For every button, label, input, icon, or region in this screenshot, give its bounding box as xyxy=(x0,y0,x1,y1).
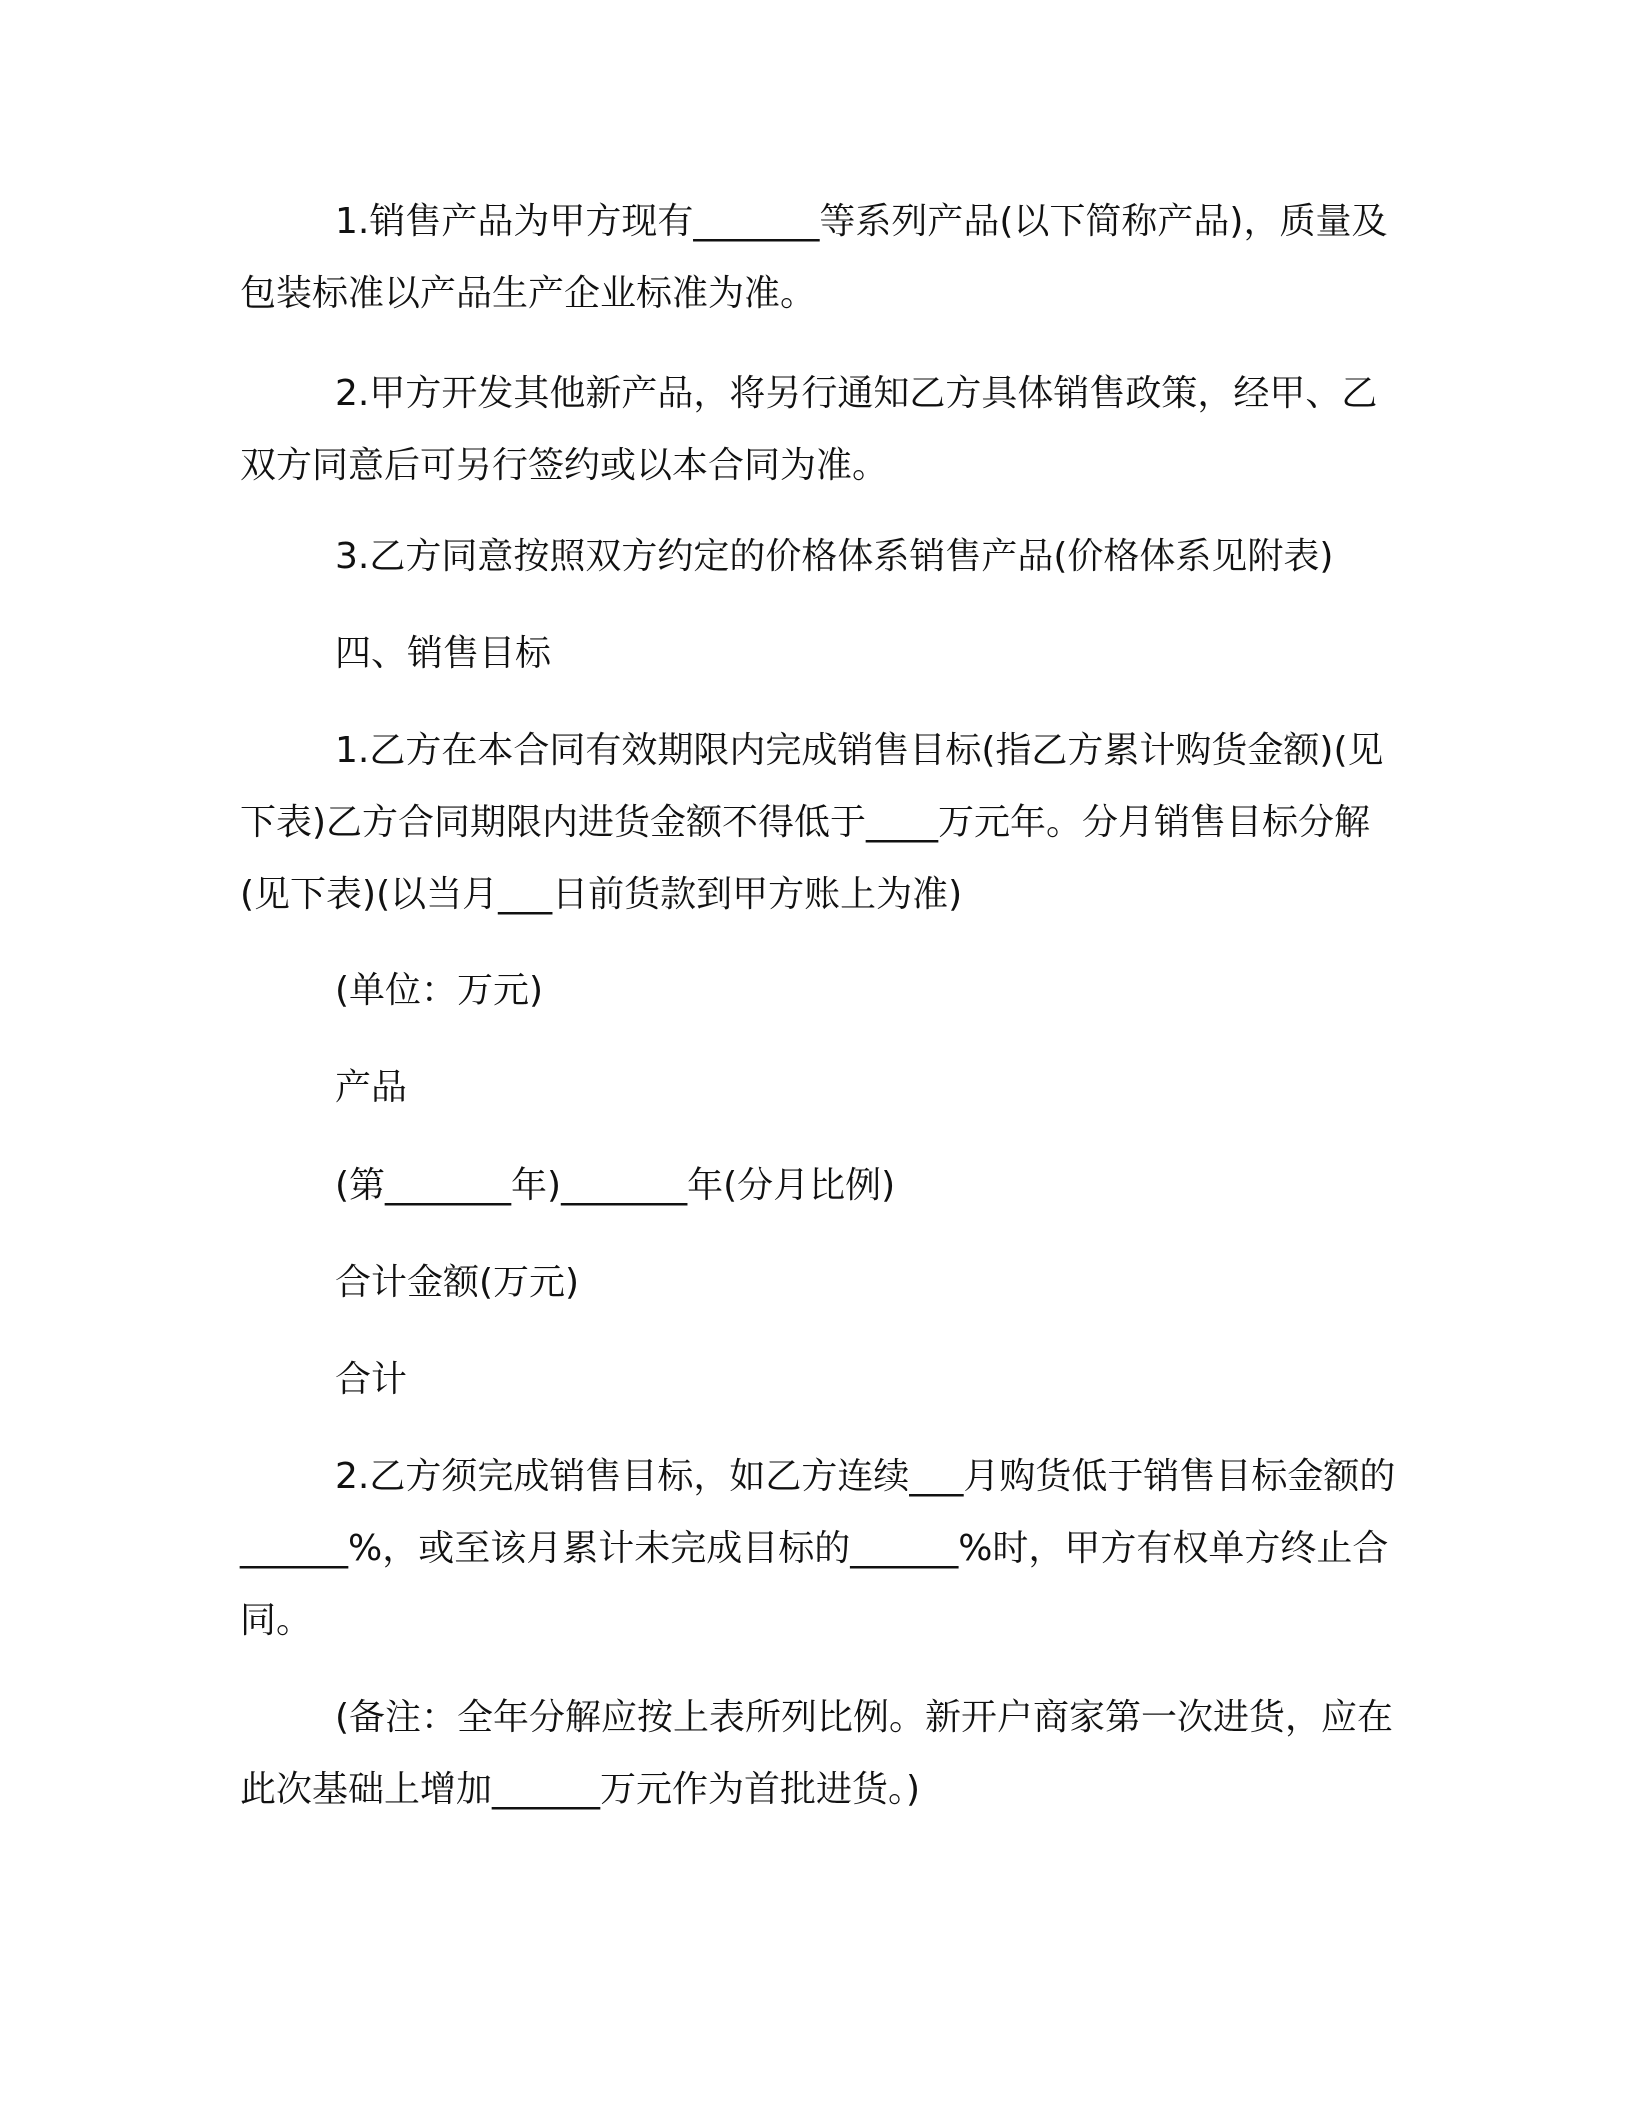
paragraph-price-system: 3.乙方同意按照双方约定的价格体系销售产品(价格体系见附表) xyxy=(335,536,1334,577)
paragraph-sales-target: 1.乙方在本合同有效期限内完成销售目标(指乙方累计购货金额)(见下表)乙方合同期限内进货金额不得低于____万元年。分月销售目标分解(见下表)(以当月___日前货款到甲方账上为准) xyxy=(240,730,1384,915)
paragraph-product-series: 1.销售产品为甲方现有_______等系列产品(以下简称产品)，质量及包装标准以产品生产企业标准为准。 xyxy=(240,201,1388,314)
table-label-year-ratio: (第_______年)_______年(分月比例) xyxy=(335,1165,896,1206)
paragraph-new-products: 2.甲方开发其他新产品，将另行通知乙方具体销售政策，经甲、乙双方同意后可另行签约或以本合同为准。 xyxy=(240,373,1378,486)
paragraph-unit: (单位：万元) xyxy=(335,970,544,1011)
section-heading-sales-target: 四、销售目标 xyxy=(335,633,552,674)
table-label-product: 产品 xyxy=(335,1067,408,1108)
table-label-total-amount: 合计金额(万元) xyxy=(335,1262,580,1303)
paragraph-remark: (备注：全年分解应按上表所列比例。新开户商家第一次进货，应在此次基础上增加______万元作为首批进货。) xyxy=(240,1697,1394,1810)
paragraph-termination-clause: 2.乙方须完成销售目标，如乙方连续___月购货低于销售目标金额的______%，或至该月累计未完成目标的______%时，甲方有权单方终止合同。 xyxy=(240,1456,1396,1641)
table-label-total: 合计 xyxy=(335,1359,408,1400)
